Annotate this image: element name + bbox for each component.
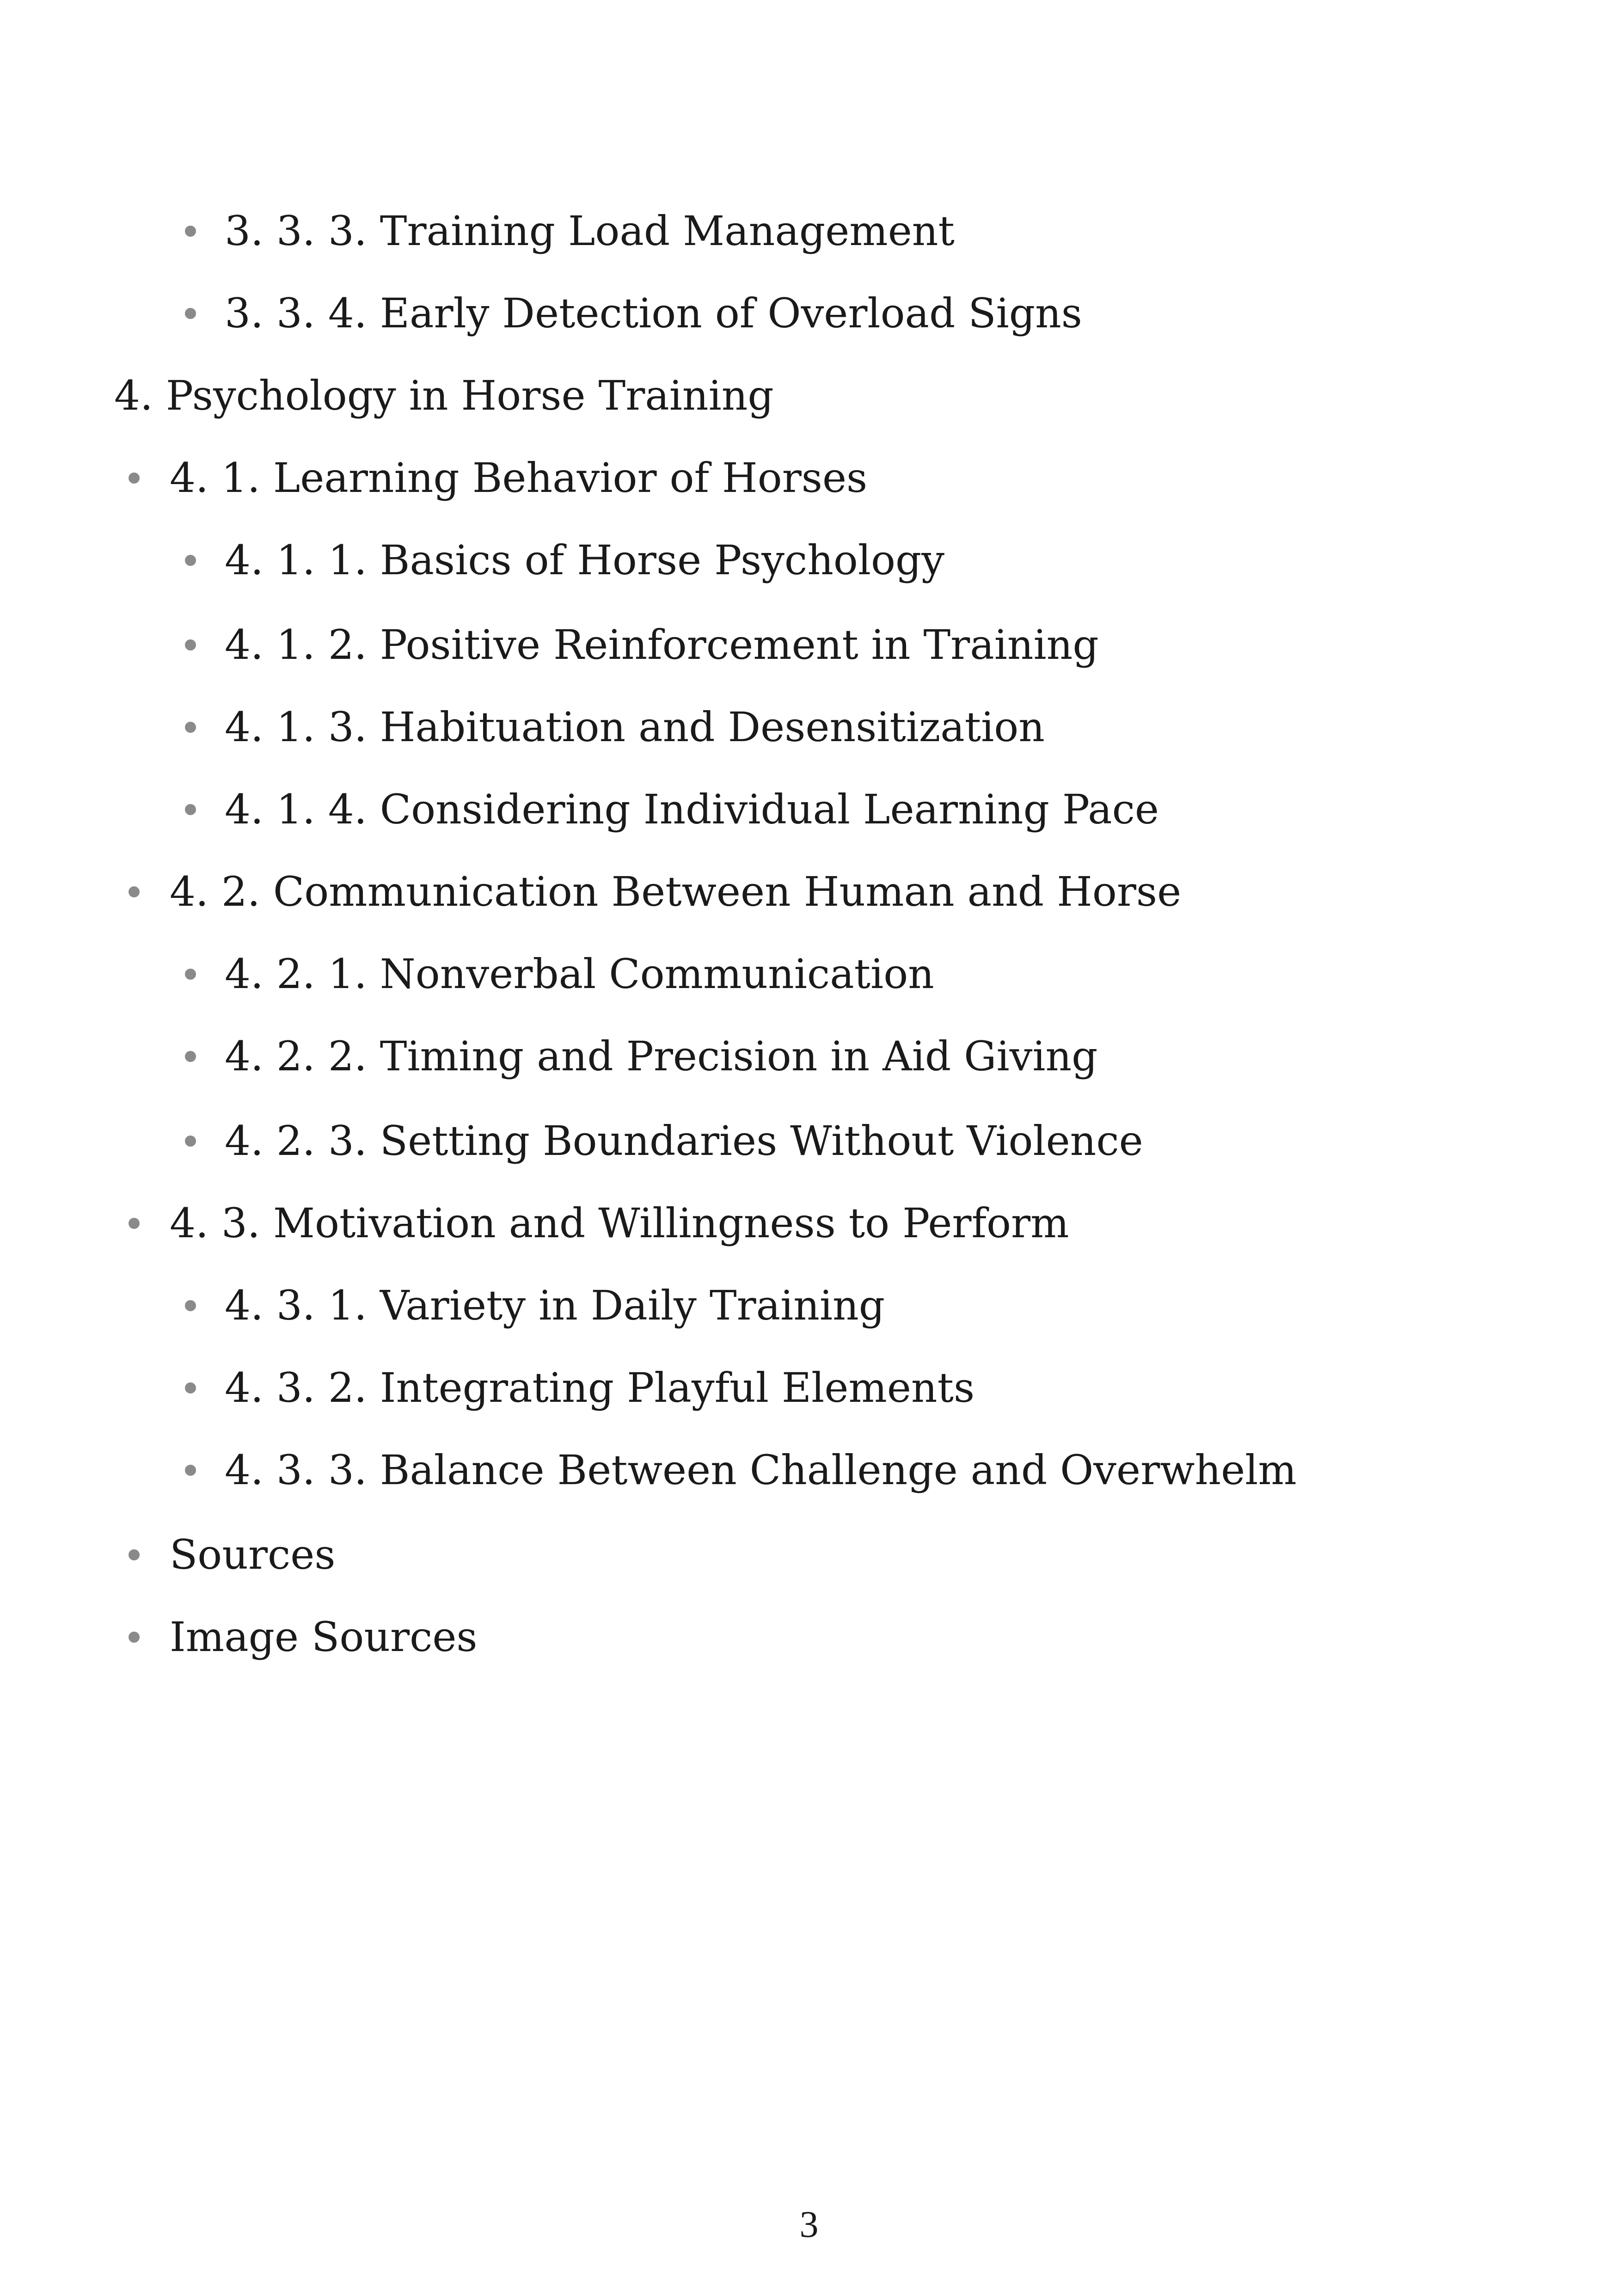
bullet-icon [185,722,196,733]
toc-entry-4-1-1[interactable]: 4. 1. 1. Basics of Horse Psychology [225,536,945,584]
bullet-icon [185,804,196,815]
toc-entry-4-2-1[interactable]: 4. 2. 1. Nonverbal Communication [225,950,934,998]
bullet-icon [129,1632,140,1643]
page-number: 3 [799,2203,819,2245]
bullet-icon [185,1300,196,1311]
bullet-icon [185,1382,196,1394]
bullet-icon [185,308,196,319]
toc-entry-4[interactable]: 4. Psychology in Horse Training [114,372,774,419]
toc-entry-3-3-4[interactable]: 3. 3. 4. Early Detection of Overload Signs [225,289,1082,337]
toc-entry-4-2[interactable]: 4. 2. Communication Between Human and Horse [170,868,1182,915]
bullet-icon [185,1465,196,1476]
bullet-icon [185,969,196,980]
bullet-icon [185,226,196,237]
toc-entry-4-2-3[interactable]: 4. 2. 3. Setting Boundaries Without Violence [225,1117,1143,1165]
bullet-icon [185,1051,196,1062]
toc-entry-4-1[interactable]: 4. 1. Learning Behavior of Horses [170,454,868,502]
toc-entry-4-2-2[interactable]: 4. 2. 2. Timing and Precision in Aid Giving [225,1032,1098,1080]
toc-entry-image-sources[interactable]: Image Sources [170,1613,478,1661]
bullet-icon [129,473,140,484]
toc-entry-4-1-2[interactable]: 4. 1. 2. Positive Reinforcement in Training [225,621,1099,669]
toc-entry-4-3[interactable]: 4. 3. Motivation and Willingness to Perform [170,1199,1069,1247]
toc-entry-sources[interactable]: Sources [170,1531,336,1578]
toc-entry-4-3-1[interactable]: 4. 3. 1. Variety in Daily Training [225,1282,885,1329]
toc-entry-4-3-2[interactable]: 4. 3. 2. Integrating Playful Elements [225,1364,975,1412]
toc-entry-3-3-3[interactable]: 3. 3. 3. Training Load Management [225,207,955,255]
toc-entry-4-1-3[interactable]: 4. 1. 3. Habituation and Desensitization [225,703,1045,751]
bullet-icon [185,1136,196,1147]
bullet-icon [129,1549,140,1560]
bullet-icon [185,639,196,651]
bullet-icon [129,886,140,897]
toc-entry-4-1-4[interactable]: 4. 1. 4. Considering Individual Learning Pace [225,786,1159,833]
toc-entry-4-3-3[interactable]: 4. 3. 3. Balance Between Challenge and Overwhelm [225,1446,1297,1494]
bullet-icon [185,555,196,566]
bullet-icon [129,1218,140,1229]
